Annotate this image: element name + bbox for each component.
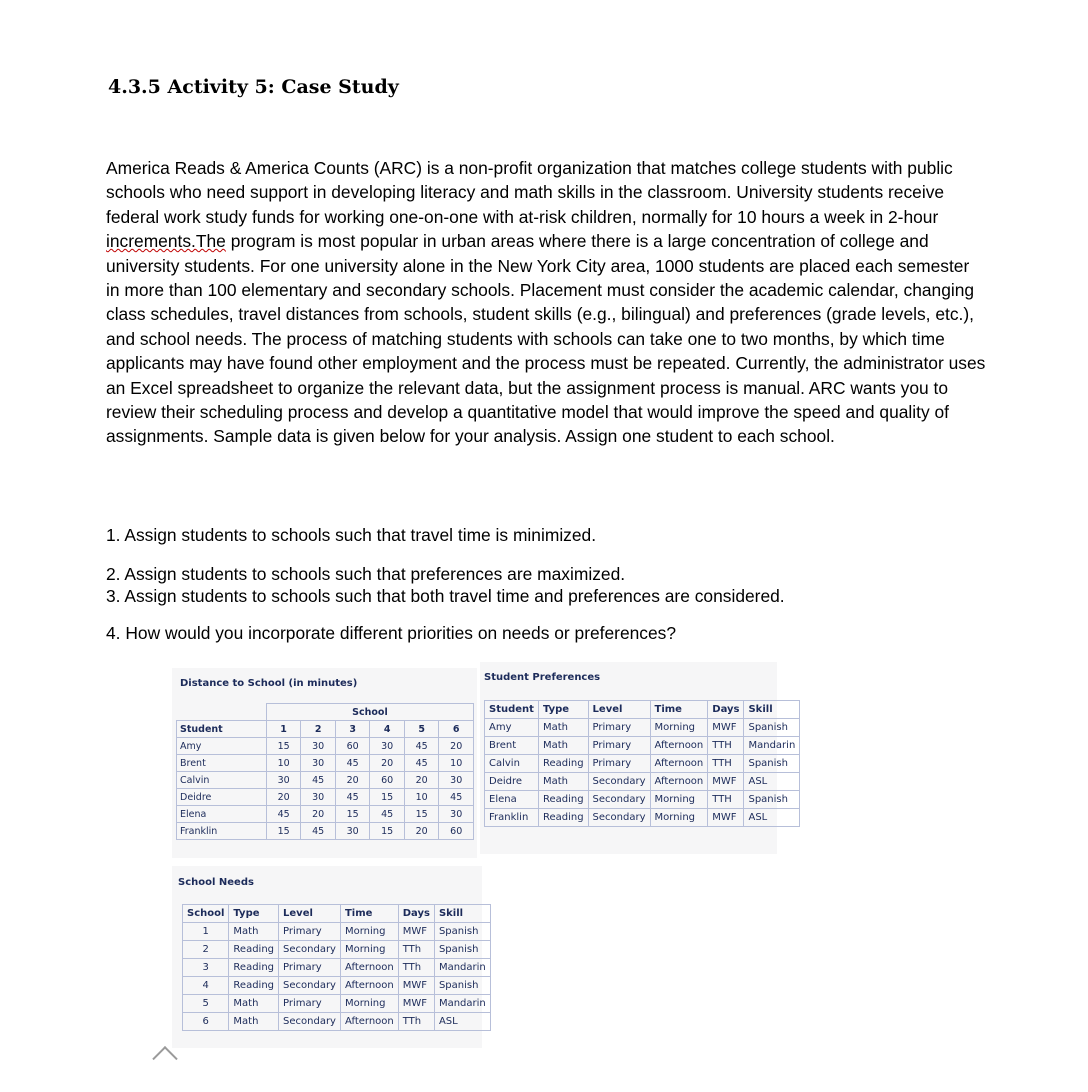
table-cell: Spanish — [744, 791, 800, 809]
table-row — [183, 941, 491, 959]
table-row — [177, 738, 474, 755]
needs-table — [182, 904, 491, 1031]
table-cell: MWF — [708, 773, 744, 791]
column-header: Time — [650, 701, 708, 719]
table-row — [177, 755, 474, 772]
column-header: Time — [340, 905, 398, 923]
table-row — [485, 791, 800, 809]
table-cell: 3 — [183, 959, 229, 977]
distance-table-image — [172, 668, 477, 858]
table-cell: MWF — [708, 719, 744, 737]
distance-cell: 30 — [439, 806, 474, 823]
distance-cell: 30 — [335, 823, 370, 840]
table-cell: Reading — [229, 959, 279, 977]
table-cell: MWF — [708, 809, 744, 827]
distance-cell: 45 — [404, 738, 439, 755]
school-number: 1 — [266, 721, 301, 738]
distance-cell: 45 — [335, 789, 370, 806]
distance-cell: 15 — [370, 789, 405, 806]
table-cell: Reading — [538, 809, 588, 827]
table-cell: Franklin — [485, 809, 539, 827]
distance-cell: 30 — [439, 772, 474, 789]
column-header: Days — [708, 701, 744, 719]
school-number: 5 — [404, 721, 439, 738]
table-cell: ASL — [434, 1013, 490, 1031]
question-3: 3. Assign students to schools such that both travel time and preferences are considered. — [106, 586, 785, 606]
distance-cell: 30 — [370, 738, 405, 755]
table-cell: TTH — [708, 755, 744, 773]
distance-cell: 30 — [301, 738, 336, 755]
table-cell: 1 — [183, 923, 229, 941]
table-cell: Secondary — [279, 1013, 341, 1031]
distance-cell: 10 — [266, 755, 301, 772]
table-cell: Reading — [229, 977, 279, 995]
distance-cell: 60 — [370, 772, 405, 789]
table-cell: Spanish — [434, 941, 490, 959]
distance-cell: 45 — [439, 789, 474, 806]
distance-cell: 20 — [266, 789, 301, 806]
preferences-table-title: Student Preferences — [484, 672, 601, 683]
distance-cell: 30 — [301, 755, 336, 772]
distance-cell: 20 — [301, 806, 336, 823]
table-cell: TTH — [708, 737, 744, 755]
table-row — [177, 823, 474, 840]
table-cell: TTh — [398, 1013, 434, 1031]
column-header: Type — [538, 701, 588, 719]
table-row — [485, 737, 800, 755]
distance-cell: 10 — [439, 755, 474, 772]
student-name: Amy — [177, 738, 267, 755]
distance-cell: 45 — [404, 755, 439, 772]
table-cell: Morning — [650, 809, 708, 827]
table-cell: Primary — [279, 995, 341, 1013]
student-name: Calvin — [177, 772, 267, 789]
distance-cell: 45 — [301, 823, 336, 840]
table-cell: Reading — [538, 755, 588, 773]
table-cell: TTh — [398, 959, 434, 977]
column-header: Student — [485, 701, 539, 719]
table-cell: ASL — [744, 809, 800, 827]
page-heading: 4.3.5 Activity 5: Case Study — [108, 76, 399, 98]
table-cell: Primary — [588, 737, 650, 755]
table-cell: Primary — [279, 959, 341, 977]
table-cell: TTH — [708, 791, 744, 809]
needs-table-title: School Needs — [178, 877, 254, 888]
table-cell: Reading — [538, 791, 588, 809]
table-cell: Spanish — [434, 923, 490, 941]
table-cell: Afternoon — [340, 1013, 398, 1031]
table-cell: Math — [229, 1013, 279, 1031]
intro-paragraph: America Reads & America Counts (ARC) is a non-profit organization that matches college students with public schools who need support in developing literacy and math skills in the classroom. University students receive federal work study funds for working one-on-one with at-risk children, normally for 10 hours a week in 2-hour increments.The program is most popular in urban areas where there is a large concentration of college and university students. For one university alone in the New York City area, 1000 students are placed each semester in more than 100 elementary and secondary schools. Placement must consider the academic calendar, changing class schedules, travel distances from schools, student skills (e.g., bilingual) and preferences (grade levels, etc.), and school needs. The process of matching students with schools can take one to two months, by which time applicants may have found other employment and the process must be repeated. Currently, the administrator uses an Excel spreadsheet to organize the relevant data, but the assignment process is manual. ARC wants you to review their scheduling process and develop a quantitative model that would improve the speed and quality of assignments. Sample data is given below for your analysis. Assign one student to each school. — [106, 158, 986, 447]
scroll-caret-icon — [152, 1046, 177, 1071]
student-name: Elena — [177, 806, 267, 823]
distance-cell: 20 — [335, 772, 370, 789]
student-name: Deidre — [177, 789, 267, 806]
distance-cell: 45 — [335, 755, 370, 772]
school-number: 4 — [370, 721, 405, 738]
table-cell: MWF — [398, 977, 434, 995]
preferences-table — [484, 700, 800, 827]
distance-cell: 45 — [301, 772, 336, 789]
table-cell: 5 — [183, 995, 229, 1013]
distance-cell: 60 — [335, 738, 370, 755]
table-cell: Morning — [340, 923, 398, 941]
distance-cell: 20 — [404, 823, 439, 840]
table-cell: Primary — [588, 719, 650, 737]
table-cell: Reading — [229, 941, 279, 959]
table-cell: Mandarin — [434, 959, 490, 977]
table-cell: Elena — [485, 791, 539, 809]
column-header: Level — [588, 701, 650, 719]
distance-cell: 20 — [370, 755, 405, 772]
table-cell: Secondary — [588, 809, 650, 827]
table-row — [485, 701, 800, 719]
table-row — [183, 977, 491, 995]
student-name: Franklin — [177, 823, 267, 840]
distance-cell: 30 — [301, 789, 336, 806]
preferences-table-image — [480, 662, 796, 854]
column-header: Skill — [744, 701, 800, 719]
table-cell: Spanish — [744, 719, 800, 737]
table-cell: Secondary — [588, 791, 650, 809]
question-4: 4. How would you incorporate different priorities on needs or preferences? — [106, 623, 677, 643]
student-header: Student — [177, 721, 267, 738]
table-cell: Brent — [485, 737, 539, 755]
table-cell: Primary — [279, 923, 341, 941]
table-cell: Amy — [485, 719, 539, 737]
table-cell: Spanish — [744, 755, 800, 773]
needs-table-image — [172, 866, 486, 1048]
table-cell: Math — [229, 923, 279, 941]
table-row — [183, 959, 491, 977]
table-cell: Calvin — [485, 755, 539, 773]
column-header: Days — [398, 905, 434, 923]
table-cell: Afternoon — [650, 773, 708, 791]
question-2: 2. Assign students to schools such that preferences are maximized. — [106, 564, 626, 584]
table-row — [177, 806, 474, 823]
column-header: Level — [279, 905, 341, 923]
table-row — [485, 809, 800, 827]
table-cell: Secondary — [588, 773, 650, 791]
distance-cell: 10 — [404, 789, 439, 806]
table-cell: Math — [229, 995, 279, 1013]
table-cell: Morning — [340, 941, 398, 959]
table-cell: Afternoon — [340, 959, 398, 977]
table-row — [183, 923, 491, 941]
distance-cell: 45 — [266, 806, 301, 823]
school-number: 6 — [439, 721, 474, 738]
table-cell: Secondary — [279, 977, 341, 995]
table-cell: Afternoon — [650, 737, 708, 755]
table-cell: Mandarin — [744, 737, 800, 755]
column-header: Type — [229, 905, 279, 923]
distance-cell: 15 — [370, 823, 405, 840]
table-row — [177, 721, 474, 738]
table-cell: ASL — [744, 773, 800, 791]
table-cell: Spanish — [434, 977, 490, 995]
table-cell: 6 — [183, 1013, 229, 1031]
distance-cell: 45 — [370, 806, 405, 823]
distance-cell: 15 — [404, 806, 439, 823]
school-number: 2 — [301, 721, 336, 738]
table-cell: Morning — [650, 719, 708, 737]
distance-cell: 20 — [404, 772, 439, 789]
table-cell: Math — [538, 719, 588, 737]
table-cell: Mandarin — [434, 995, 490, 1013]
table-cell: Morning — [340, 995, 398, 1013]
column-header: School — [183, 905, 229, 923]
distance-cell: 30 — [266, 772, 301, 789]
distance-cell: 15 — [335, 806, 370, 823]
table-row — [183, 995, 491, 1013]
distance-cell: 15 — [266, 738, 301, 755]
table-cell: MWF — [398, 923, 434, 941]
table-row — [177, 772, 474, 789]
distance-cell: 60 — [439, 823, 474, 840]
distance-cell: 20 — [439, 738, 474, 755]
column-header: Skill — [434, 905, 490, 923]
table-cell: Secondary — [279, 941, 341, 959]
table-cell: Morning — [650, 791, 708, 809]
question-1: 1. Assign students to schools such that travel time is minimized. — [106, 525, 597, 545]
table-cell: Math — [538, 773, 588, 791]
table-row — [183, 905, 491, 923]
table-cell: Afternoon — [340, 977, 398, 995]
student-name: Brent — [177, 755, 267, 772]
table-cell: Primary — [588, 755, 650, 773]
table-row — [485, 773, 800, 791]
table-row — [177, 704, 474, 721]
table-cell: 2 — [183, 941, 229, 959]
distance-cell: 15 — [266, 823, 301, 840]
table-cell: MWF — [398, 995, 434, 1013]
table-cell: Math — [538, 737, 588, 755]
table-cell: 4 — [183, 977, 229, 995]
table-row — [485, 755, 800, 773]
spelling-flag: increments.The — [106, 231, 226, 252]
table-row — [183, 1013, 491, 1031]
distance-table — [176, 703, 474, 840]
school-number: 3 — [335, 721, 370, 738]
table-cell: Afternoon — [650, 755, 708, 773]
distance-table-title: Distance to School (in minutes) — [180, 678, 358, 689]
school-group-header: School — [266, 704, 473, 721]
table-cell: TTh — [398, 941, 434, 959]
table-cell: Deidre — [485, 773, 539, 791]
table-row — [177, 789, 474, 806]
table-row — [485, 719, 800, 737]
